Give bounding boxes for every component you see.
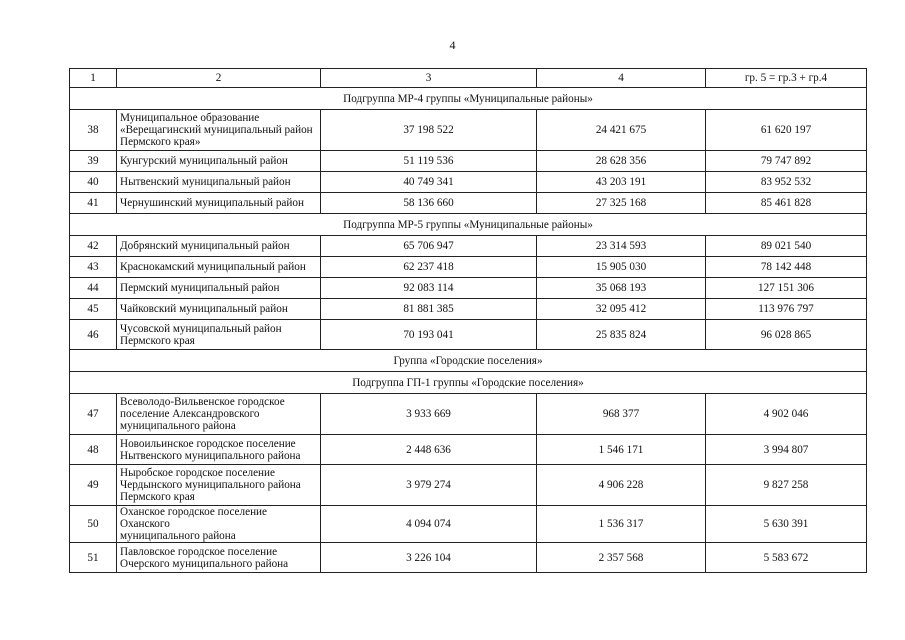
value-col-5-total: 113 976 797 xyxy=(706,299,867,320)
value-col-3: 81 881 385 xyxy=(321,299,537,320)
municipality-name: Павловское городское поселение Очерского муниципального района xyxy=(117,543,321,573)
value-col-3: 3 979 274 xyxy=(321,465,537,506)
municipality-name: Добрянский муниципальный район xyxy=(117,236,321,257)
value-col-4: 35 068 193 xyxy=(537,278,706,299)
row-number: 40 xyxy=(70,172,117,193)
subgroup-row xyxy=(70,214,867,236)
municipality-name: Кунгурский муниципальный район xyxy=(117,151,321,172)
row-number: 38 xyxy=(70,110,117,151)
header-col-3: 3 xyxy=(321,69,537,88)
value-col-3: 2 448 636 xyxy=(321,435,537,465)
table-row xyxy=(70,299,867,320)
header-col-4: 4 xyxy=(537,69,706,88)
header-row xyxy=(70,69,867,88)
value-col-5-total: 79 747 892 xyxy=(706,151,867,172)
municipality-name: Нытвенский муниципальный район xyxy=(117,172,321,193)
value-col-5-total: 89 021 540 xyxy=(706,236,867,257)
table-row xyxy=(70,394,867,435)
subgroup-title: Группа «Городские поселения» xyxy=(70,350,867,372)
value-col-5-total: 127 151 306 xyxy=(706,278,867,299)
municipality-name: Всеволодо-Вильвенское городское поселение Александровского муниципального района xyxy=(117,394,321,435)
row-number: 41 xyxy=(70,193,117,214)
table-row xyxy=(70,506,867,543)
value-col-4: 2 357 568 xyxy=(537,543,706,573)
row-number: 51 xyxy=(70,543,117,573)
subgroup-title: Подгруппа МР-5 группы «Муниципальные районы» xyxy=(70,214,867,236)
subgroup-title: Подгруппа ГП-1 группы «Городские поселения» xyxy=(70,372,867,394)
value-col-3: 58 136 660 xyxy=(321,193,537,214)
value-col-4: 24 421 675 xyxy=(537,110,706,151)
header-col-2: 2 xyxy=(117,69,321,88)
value-col-5-total: 3 994 807 xyxy=(706,435,867,465)
row-number: 50 xyxy=(70,506,117,543)
value-col-4: 32 095 412 xyxy=(537,299,706,320)
value-col-5-total: 96 028 865 xyxy=(706,320,867,350)
value-col-5-total: 5 630 391 xyxy=(706,506,867,543)
row-number: 47 xyxy=(70,394,117,435)
municipality-name: Ныробское городское поселение Чердынского муниципального района Пермского края xyxy=(117,465,321,506)
value-col-4: 15 905 030 xyxy=(537,257,706,278)
row-number: 43 xyxy=(70,257,117,278)
value-col-3: 3 226 104 xyxy=(321,543,537,573)
value-col-4: 43 203 191 xyxy=(537,172,706,193)
table-row xyxy=(70,543,867,573)
table-row xyxy=(70,193,867,214)
municipality-name: Пермский муниципальный район xyxy=(117,278,321,299)
row-number: 46 xyxy=(70,320,117,350)
value-col-4: 25 835 824 xyxy=(537,320,706,350)
data-table xyxy=(69,68,867,573)
value-col-4: 23 314 593 xyxy=(537,236,706,257)
subgroup-row xyxy=(70,350,867,372)
municipality-name: Чайковский муниципальный район xyxy=(117,299,321,320)
row-number: 48 xyxy=(70,435,117,465)
value-col-3: 4 094 074 xyxy=(321,506,537,543)
header-col-1: 1 xyxy=(70,69,117,88)
value-col-4: 4 906 228 xyxy=(537,465,706,506)
value-col-5-total: 5 583 672 xyxy=(706,543,867,573)
table-row xyxy=(70,465,867,506)
value-col-4: 1 546 171 xyxy=(537,435,706,465)
row-number: 44 xyxy=(70,278,117,299)
table-row xyxy=(70,435,867,465)
table-row xyxy=(70,257,867,278)
municipality-name: Чусовской муниципальный район Пермского края xyxy=(117,320,321,350)
value-col-5-total: 61 620 197 xyxy=(706,110,867,151)
table-row xyxy=(70,236,867,257)
table-row xyxy=(70,151,867,172)
header-col-5: гр. 5 = гр.3 + гр.4 xyxy=(706,69,867,88)
table-row xyxy=(70,110,867,151)
value-col-3: 70 193 041 xyxy=(321,320,537,350)
value-col-4: 1 536 317 xyxy=(537,506,706,543)
municipality-name: Муниципальное образование «Верещагинский муниципальный район Пермского края» xyxy=(117,110,321,151)
row-number: 42 xyxy=(70,236,117,257)
subgroup-row xyxy=(70,372,867,394)
municipality-name: Оханское городское поселение Оханского муниципального района xyxy=(117,506,321,543)
municipality-name: Краснокамский муниципальный район xyxy=(117,257,321,278)
value-col-5-total: 9 827 258 xyxy=(706,465,867,506)
value-col-3: 92 083 114 xyxy=(321,278,537,299)
value-col-3: 65 706 947 xyxy=(321,236,537,257)
value-col-3: 62 237 418 xyxy=(321,257,537,278)
table-row xyxy=(70,320,867,350)
municipality-name: Новоильинское городское поселение Нытвенского муниципального района xyxy=(117,435,321,465)
row-number: 45 xyxy=(70,299,117,320)
value-col-5-total: 78 142 448 xyxy=(706,257,867,278)
value-col-5-total: 4 902 046 xyxy=(706,394,867,435)
page-number: 4 xyxy=(449,38,456,52)
row-number: 49 xyxy=(70,465,117,506)
value-col-5-total: 85 461 828 xyxy=(706,193,867,214)
value-col-5-total: 83 952 532 xyxy=(706,172,867,193)
value-col-3: 51 119 536 xyxy=(321,151,537,172)
value-col-4: 28 628 356 xyxy=(537,151,706,172)
value-col-4: 27 325 168 xyxy=(537,193,706,214)
table-row xyxy=(70,172,867,193)
table-body xyxy=(70,69,867,573)
value-col-3: 37 198 522 xyxy=(321,110,537,151)
subgroup-title: Подгруппа МР-4 группы «Муниципальные районы» xyxy=(70,88,867,110)
value-col-3: 3 933 669 xyxy=(321,394,537,435)
subgroup-row xyxy=(70,88,867,110)
value-col-4: 968 377 xyxy=(537,394,706,435)
row-number: 39 xyxy=(70,151,117,172)
municipality-name: Чернушинский муниципальный район xyxy=(117,193,321,214)
value-col-3: 40 749 341 xyxy=(321,172,537,193)
table-row xyxy=(70,278,867,299)
